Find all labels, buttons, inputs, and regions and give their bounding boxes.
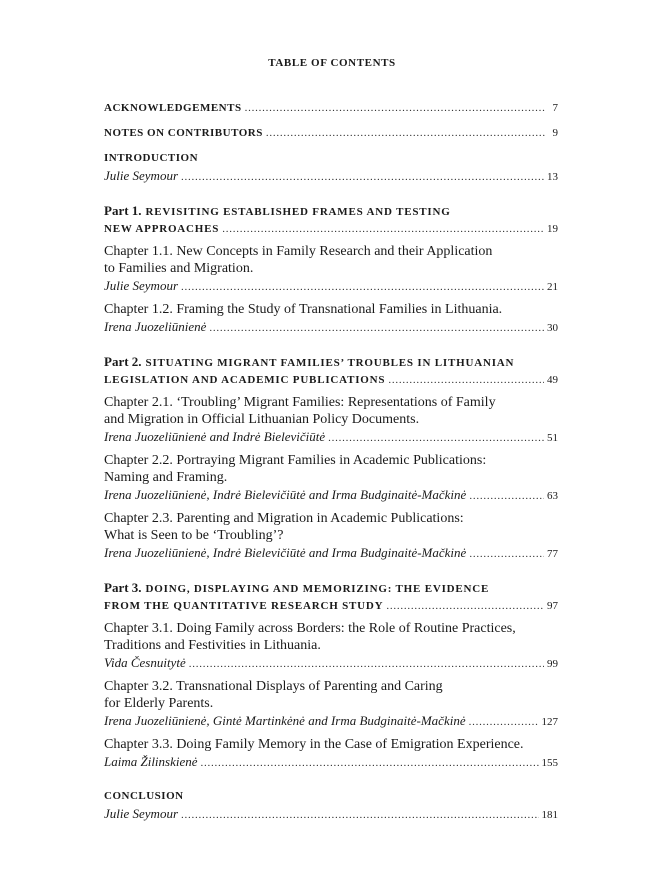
part-title-line-2: NEW APPROACHES [104,223,220,235]
entry-label: NOTES ON CONTRIBUTORS [104,127,263,139]
chapter-author: Vida Česnuitytė [104,655,186,670]
chapter-author: Julie Seymour [104,278,179,293]
chapter-author: Irena Juozeliūnienė, Indrė Bielevičiūtė and Irma Budginaitė-Mačkinė [104,545,467,560]
chapter-title-line-1: Chapter 1.2. Framing the Study of Transnational Families in Lithuania. [104,302,503,317]
chapter-author: Irena Juozeliūnienė and Indrė Bielevičiūtė [104,429,326,444]
chapter-title-line-1: Chapter 2.2. Portraying Migrant Families in Academic Publications: [104,453,487,468]
page-number: 63 [547,490,558,502]
dot-leader [181,807,538,824]
page-number: 97 [547,600,558,612]
chapter-title-line-1: Chapter 3.1. Doing Family across Borders: the Role of Routine Practices, [104,621,516,636]
chapter-title-line-1: Chapter 3.3. Doing Family Memory in the Case of Emigration Experience. [104,737,524,752]
toc-entry-acknowledgements[interactable] [104,100,558,117]
part-title-line-1: DOING, DISPLAYING AND MEMORIZING: THE EVIDENCE [145,583,490,595]
toc-chapter-2-3[interactable] [104,510,558,563]
page-number: 19 [547,223,558,235]
part-number: Part 3. [104,580,142,595]
page-number: 51 [547,432,558,444]
part-title-line-1: REVISITING ESTABLISHED FRAMES AND TESTING [145,206,451,218]
dot-leader [222,221,544,238]
page-number: 13 [547,171,558,183]
toc-part-3[interactable] [104,579,558,615]
chapter-title-line-1: Chapter 1.1. New Concepts in Family Research and their Application [104,244,493,259]
entry-label: ACKNOWLEDGEMENTS [104,102,242,114]
toc-chapter-3-2[interactable] [104,678,558,731]
toc-chapter-1-2[interactable] [104,301,558,337]
page-number: 7 [552,102,558,114]
dot-leader [469,714,539,731]
part-number: Part 2. [104,354,142,369]
page-number: 127 [541,716,558,728]
dot-leader [266,125,545,142]
part-number: Part 1. [104,203,142,218]
dot-leader [189,656,544,673]
chapter-title-line-1: Chapter 3.2. Transnational Displays of Parenting and Caring [104,679,443,694]
toc-part-2[interactable] [104,353,558,389]
chapter-title-line-2: for Elderly Parents. [104,696,214,711]
dot-leader [388,372,544,389]
chapter-title-line-2: to Families and Migration. [104,261,254,276]
chapter-title-line-2: Traditions and Festivities in Lithuania. [104,638,321,653]
toc-chapter-3-1[interactable] [104,620,558,673]
chapter-title-line-1: Chapter 2.1. ‘Troubling’ Migrant Families: Representations of Family [104,395,496,410]
dot-leader [245,100,545,117]
dot-leader [469,546,544,563]
page-number: 9 [552,127,558,139]
page-number: 30 [547,322,558,334]
page-number: 77 [547,548,558,560]
toc-entry-introduction[interactable] [104,150,558,186]
table-of-contents [104,100,558,824]
toc-chapter-2-2[interactable] [104,452,558,505]
chapter-author: Laima Žilinskienė [104,754,198,769]
part-title-line-2: LEGISLATION AND ACADEMIC PUBLICATIONS [104,374,386,386]
part-title-line-2: FROM THE QUANTITATIVE RESEARCH STUDY [104,600,384,612]
entry-author: Julie Seymour [104,168,179,183]
dot-leader [209,320,544,337]
dot-leader [469,488,544,505]
page-number: 155 [541,757,558,769]
page-number: 49 [547,374,558,386]
toc-entry-notes-on-contributors[interactable] [104,125,558,142]
chapter-author: Irena Juozeliūnienė, Gintė Martinkėnė and Irma Budginaitė-Mačkinė [104,713,466,728]
entry-label: INTRODUCTION [104,152,199,164]
part-title-line-1: SITUATING MIGRANT FAMILIES’ TROUBLES IN LITHUANIAN [145,357,515,369]
page-number: 181 [541,809,558,821]
chapter-title-line-2: and Migration in Official Lithuanian Policy Documents. [104,412,420,427]
entry-author: Julie Seymour [104,806,179,821]
page-title: TABLE OF CONTENTS [268,57,396,69]
entry-label: CONCLUSION [104,790,184,802]
toc-chapter-3-3[interactable] [104,736,558,772]
dot-leader [201,755,539,772]
chapter-title-line-2: What is Seen to be ‘Troubling’? [104,528,284,543]
chapter-author: Irena Juozeliūnienė, Indrė Bielevičiūtė and Irma Budginaitė-Mačkinė [104,487,467,502]
page-number: 99 [547,658,558,670]
chapter-title-line-2: Naming and Framing. [104,470,228,485]
toc-part-1[interactable] [104,202,558,238]
dot-leader [386,598,544,615]
toc-chapter-2-1[interactable] [104,394,558,447]
page-number: 21 [547,281,558,293]
chapter-title-line-1: Chapter 2.3. Parenting and Migration in Academic Publications: [104,511,464,526]
dot-leader [181,169,544,186]
toc-entry-conclusion[interactable] [104,788,558,824]
chapter-author: Irena Juozeliūnienė [104,319,207,334]
dot-leader [328,430,544,447]
toc-chapter-1-1[interactable] [104,243,558,296]
dot-leader [181,279,544,296]
